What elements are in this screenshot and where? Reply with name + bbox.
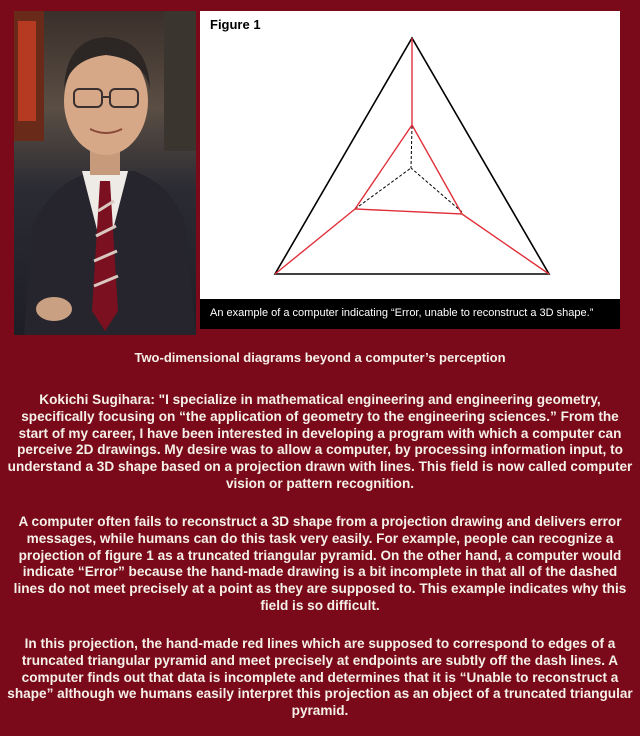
article-paragraph-2: A computer often fails to reconstruct a 3D shape from a projection drawing and delivers error messages, while humans can do this task very easily. For example, people can recognize a projection of figure 1 as a truncated triangular pyramid. On the other hand, a computer would indicate “Error” because the hand-made drawing is a bit incomplete in that all of the dashed lines do not meet precisely at a point as they are supposed to. This example indicates why this field is so difficult.: [13, 514, 627, 613]
article-paragraph-3: In this projection, the hand-made red lines which are supposed to correspond to edges of a truncated triangular pyramid and meet precisely at endpoints are subtly off the dash lines. A computer finds out that data is incomplete and determines that it is “Unable to reconstruct a shape” although we humans easily interpret this projection as an object of a truncated triangular pyramid.: [7, 636, 633, 719]
figure-panel: [200, 11, 620, 329]
figure-title: Figure 1: [210, 17, 261, 32]
red-edges: [275, 38, 549, 274]
figure-caption-bar: [200, 299, 620, 329]
article-paragraph-1: Kokichi Sugihara: "I specialize in mathematical engineering and engineering geometry, specifically focusing on “the application of geometry to the engineering sciences.” From the start of my career, I have been interested in developing a program with which a computer can perceive 2D drawings. My desire was to allow a computer, by processing information input, to understand a 3D shape based on a projection drawn with lines. This field is now called computer vision or pattern recognition.: [7, 392, 633, 491]
dashed-edges: [355, 126, 462, 212]
figure-caption: An example of a computer indicating “Error, unable to reconstruct a 3D shape.”: [210, 307, 594, 319]
truncated-pyramid-diagram: [200, 11, 620, 301]
portrait-illustration: [14, 11, 196, 335]
portrait-photo: [14, 11, 196, 335]
article-heading: Two-dimensional diagrams beyond a computer’s perception: [134, 350, 506, 365]
